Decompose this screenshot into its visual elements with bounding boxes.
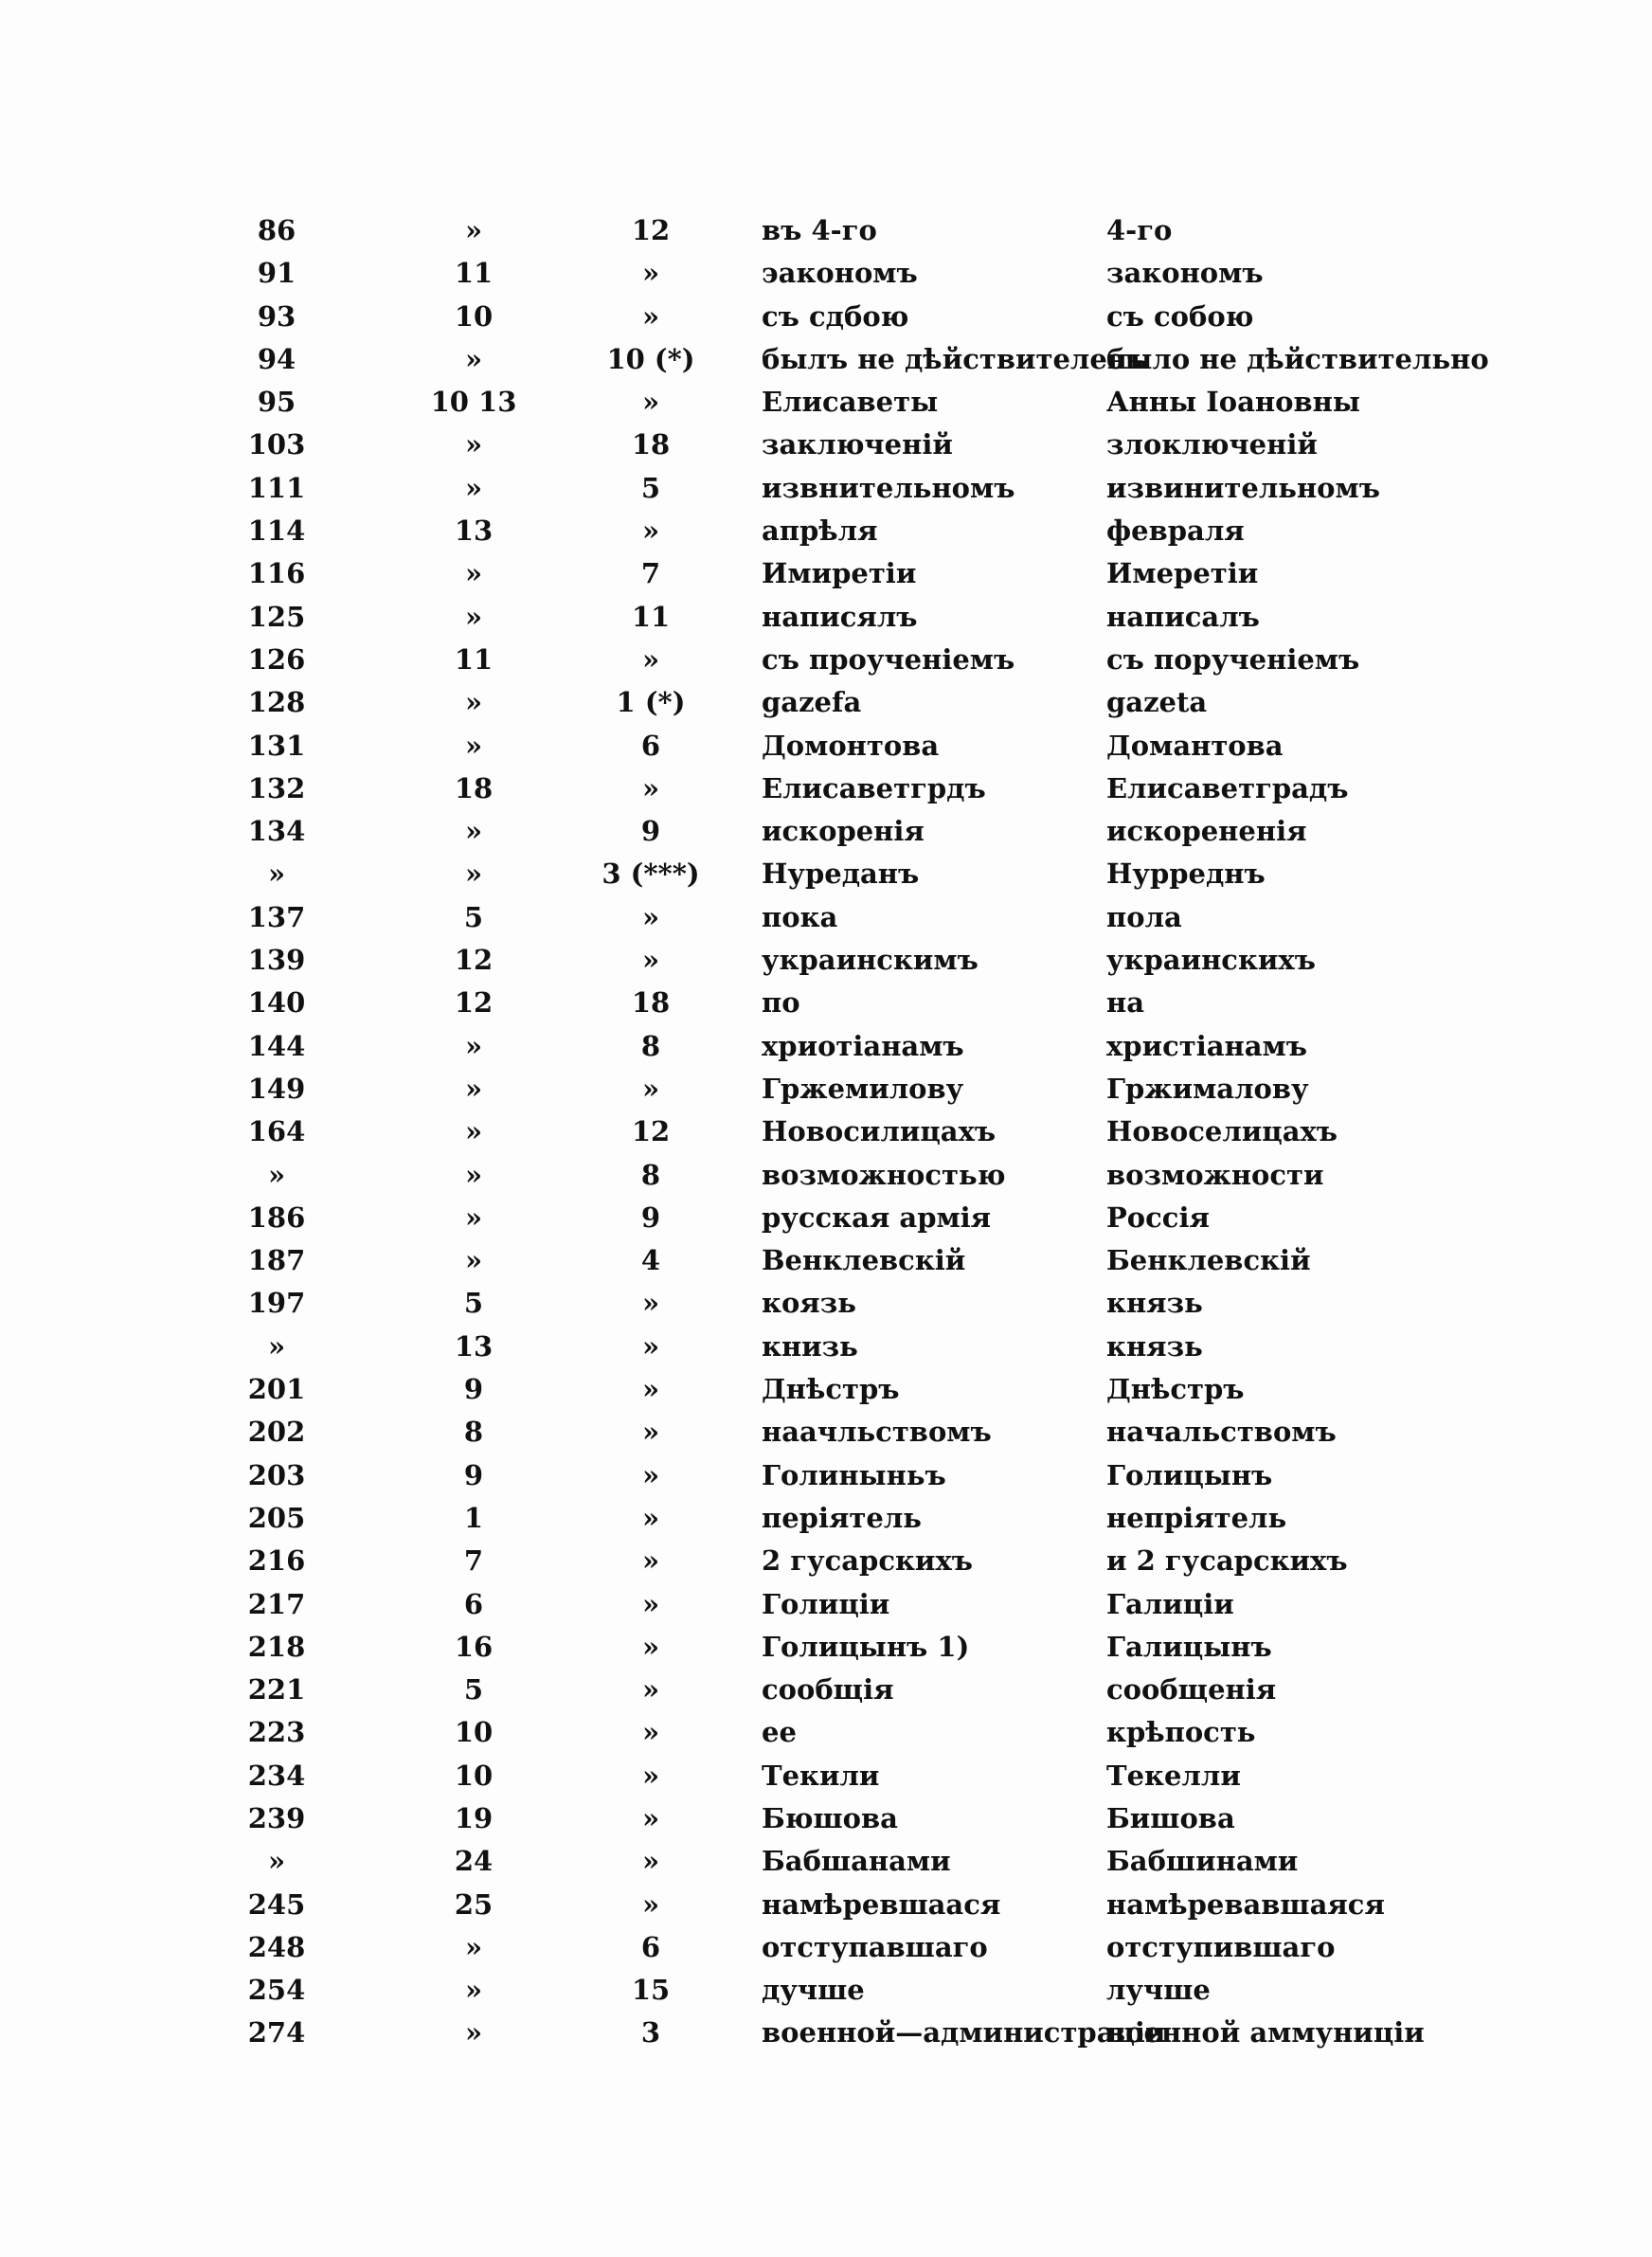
corrected-text: 4-го <box>1106 214 1173 246</box>
printed-text: отступавшаго <box>762 1930 988 1963</box>
line-from-bottom: » <box>641 299 660 333</box>
printed-text: Елисаветгрдъ <box>762 771 986 804</box>
line-from-bottom: » <box>641 1673 660 1706</box>
line-from-bottom: 5 <box>640 471 661 504</box>
corrected-text: gazeta <box>1106 686 1208 719</box>
page-number: 202 <box>247 1416 306 1449</box>
corrected-text: начальствомъ <box>1106 1416 1337 1449</box>
printed-text: 2 гусарскихъ <box>762 1544 973 1578</box>
errata-row <box>0 1326 1652 1368</box>
errata-row <box>0 1755 1652 1797</box>
errata-row <box>0 681 1652 724</box>
corrected-text: Имеретіи <box>1106 557 1259 590</box>
line-from-top: 11 <box>454 257 494 290</box>
page-number: 93 <box>257 299 296 333</box>
corrected-text: Елисаветградъ <box>1106 771 1349 804</box>
printed-text: искоренія <box>762 815 925 848</box>
line-from-bottom: 9 <box>640 1201 661 1234</box>
corrected-text: намѣревавшаяся <box>1106 1887 1385 1921</box>
errata-row <box>0 1497 1652 1540</box>
printed-text: русская армія <box>762 1201 992 1234</box>
printed-text: Текили <box>762 1759 880 1792</box>
line-from-top: 11 <box>454 642 494 676</box>
page-number: 139 <box>247 944 306 977</box>
line-from-top: 9 <box>463 1373 484 1406</box>
errata-row <box>0 424 1652 466</box>
line-from-bottom: » <box>641 771 660 804</box>
corrected-text: февраля <box>1106 515 1245 548</box>
errata-row <box>0 939 1652 982</box>
line-from-bottom: 8 <box>640 1029 661 1062</box>
line-from-top: 13 <box>454 515 494 548</box>
page-number: » <box>267 1158 286 1191</box>
corrected-text: возможности <box>1106 1158 1324 1191</box>
corrected-text: крѣпость <box>1106 1716 1256 1749</box>
line-from-bottom: » <box>641 1801 660 1834</box>
page-number: 137 <box>247 900 306 933</box>
corrected-text: лучше <box>1106 1974 1211 2007</box>
corrected-text: Галицынъ <box>1106 1630 1272 1663</box>
line-from-top: » <box>464 858 483 891</box>
errata-row <box>0 1626 1652 1669</box>
corrected-text: Домантова <box>1106 729 1284 762</box>
line-from-bottom: » <box>641 1887 660 1921</box>
line-from-top: » <box>464 214 483 246</box>
corrected-text: и 2 гусарскихъ <box>1106 1544 1348 1578</box>
line-from-bottom: 12 <box>631 1115 671 1148</box>
errata-row <box>0 1110 1652 1153</box>
line-from-bottom: » <box>641 1287 660 1320</box>
line-from-bottom: 3 (***) <box>602 858 700 891</box>
printed-text: возможностью <box>762 1158 1006 1191</box>
line-from-top: 7 <box>463 1544 484 1578</box>
errata-row <box>0 467 1652 510</box>
corrected-text: Бабшинами <box>1106 1845 1299 1878</box>
page-number: 116 <box>247 557 306 590</box>
line-from-bottom: » <box>641 257 660 290</box>
page-number: 186 <box>247 1201 306 1234</box>
printed-text: заключеній <box>762 428 953 461</box>
errata-row <box>0 1840 1652 1883</box>
printed-text: Имиретіи <box>762 557 917 590</box>
corrected-text: Галиціи <box>1106 1587 1234 1620</box>
line-from-bottom: » <box>641 1587 660 1620</box>
printed-text: Венклевскій <box>762 1244 966 1277</box>
line-from-top: 1 <box>463 1501 484 1534</box>
printed-text: написялъ <box>762 600 918 633</box>
line-from-top: » <box>464 557 483 590</box>
line-from-bottom: » <box>641 515 660 548</box>
errata-row <box>0 1454 1652 1497</box>
line-from-top: 9 <box>463 1458 484 1491</box>
errata-table <box>0 209 1652 2055</box>
line-from-top: 24 <box>454 1845 494 1878</box>
line-from-bottom: 8 <box>640 1158 661 1191</box>
corrected-text: Анны Іоановны <box>1106 386 1360 419</box>
printed-text: Голицынъ 1) <box>762 1630 970 1663</box>
printed-text: извнительномъ <box>762 471 1015 504</box>
line-from-top: 10 <box>454 1759 494 1792</box>
page-number: 132 <box>247 771 306 804</box>
corrected-text: Днѣстръ <box>1106 1373 1245 1406</box>
errata-row <box>0 982 1652 1024</box>
errata-row <box>0 1797 1652 1840</box>
errata-row <box>0 1068 1652 1110</box>
line-from-top: » <box>464 1930 483 1963</box>
printed-text: gazefa <box>762 686 862 719</box>
printed-text: періятель <box>762 1501 922 1534</box>
page-number: 149 <box>247 1072 306 1105</box>
printed-text: книзь <box>762 1329 858 1363</box>
page-number: 239 <box>247 1801 306 1834</box>
line-from-bottom: 6 <box>640 1930 661 1963</box>
page-number: 94 <box>257 342 296 375</box>
line-from-bottom: » <box>641 1845 660 1878</box>
page-number: 111 <box>247 471 306 504</box>
printed-text: пока <box>762 900 838 933</box>
printed-text: Домонтова <box>762 729 940 762</box>
line-from-top: 5 <box>463 900 484 933</box>
errata-row <box>0 1411 1652 1454</box>
page-number: 164 <box>247 1115 306 1148</box>
page-number: 126 <box>247 642 306 676</box>
page-number: 114 <box>247 515 306 548</box>
corrected-text: извинительномъ <box>1106 471 1380 504</box>
printed-text: дучше <box>762 1974 865 2007</box>
page-number: 245 <box>247 1887 306 1921</box>
page-number: » <box>267 1329 286 1363</box>
page-number: » <box>267 858 286 891</box>
line-from-bottom: » <box>641 1416 660 1449</box>
errata-row <box>0 1197 1652 1239</box>
corrected-text: было не дѣйствительно <box>1106 342 1489 375</box>
line-from-bottom: 7 <box>640 557 661 590</box>
line-from-top: 10 <box>454 1716 494 1749</box>
printed-text: Голиціи <box>762 1587 890 1620</box>
line-from-bottom: » <box>641 386 660 419</box>
line-from-bottom: » <box>641 900 660 933</box>
line-from-top: 5 <box>463 1287 484 1320</box>
line-from-top: » <box>464 1201 483 1234</box>
corrected-text: князь <box>1106 1329 1203 1363</box>
line-from-top: » <box>464 428 483 461</box>
page-number: 248 <box>247 1930 306 1963</box>
line-from-top: » <box>464 1158 483 1191</box>
line-from-top: 16 <box>454 1630 494 1663</box>
printed-text: Нуреданъ <box>762 858 920 891</box>
line-from-bottom: » <box>641 1759 660 1792</box>
line-from-bottom: 3 <box>640 2016 661 2049</box>
corrected-text: искорененія <box>1106 815 1307 848</box>
printed-text: Елисаветы <box>762 386 939 419</box>
errata-row <box>0 1711 1652 1754</box>
corrected-text: князь <box>1106 1287 1203 1320</box>
errata-row <box>0 1884 1652 1926</box>
errata-row <box>0 639 1652 681</box>
errata-row <box>0 1154 1652 1197</box>
line-from-top: 10 13 <box>430 386 517 419</box>
line-from-top: 6 <box>463 1587 484 1620</box>
printed-text: Голиныньъ <box>762 1458 946 1491</box>
line-from-bottom: 18 <box>631 428 671 461</box>
printed-text: въ 4-го <box>762 214 877 246</box>
printed-text: ее <box>762 1716 797 1749</box>
printed-text: Бюшова <box>762 1801 898 1834</box>
errata-row <box>0 1583 1652 1626</box>
corrected-text: на <box>1106 986 1145 1020</box>
line-from-bottom: 11 <box>631 600 671 633</box>
page-number: 205 <box>247 1501 306 1534</box>
line-from-bottom: 9 <box>640 815 661 848</box>
page-number: » <box>267 1845 286 1878</box>
line-from-top: » <box>464 600 483 633</box>
line-from-top: » <box>464 815 483 848</box>
line-from-bottom: » <box>641 1458 660 1491</box>
line-from-bottom: 15 <box>631 1974 671 2007</box>
corrected-text: закономъ <box>1106 257 1264 290</box>
line-from-top: 19 <box>454 1801 494 1834</box>
page-number: 144 <box>247 1029 306 1062</box>
line-from-top: 10 <box>454 299 494 333</box>
line-from-top: 13 <box>454 1329 494 1363</box>
line-from-bottom: » <box>641 1072 660 1105</box>
page-number: 140 <box>247 986 306 1020</box>
errata-row <box>0 1540 1652 1582</box>
corrected-text: Гржималову <box>1106 1072 1309 1105</box>
corrected-text: отступившаго <box>1106 1930 1336 1963</box>
line-from-top: » <box>464 1115 483 1148</box>
page-number: 86 <box>257 214 296 246</box>
corrected-text: Голицынъ <box>1106 1458 1273 1491</box>
errata-row <box>0 853 1652 895</box>
errata-row <box>0 510 1652 552</box>
line-from-bottom: 4 <box>640 1244 661 1277</box>
errata-row <box>0 896 1652 939</box>
page-number: 103 <box>247 428 306 461</box>
corrected-text: Нурреднъ <box>1106 858 1266 891</box>
page-number: 203 <box>247 1458 306 1491</box>
corrected-text: непріятель <box>1106 1501 1287 1534</box>
line-from-bottom: » <box>641 1544 660 1578</box>
printed-text: съ проученіемъ <box>762 642 1015 676</box>
corrected-text: Новоселицахъ <box>1106 1115 1338 1148</box>
corrected-text: злоключеній <box>1106 428 1318 461</box>
page-number: 254 <box>247 1974 306 2007</box>
line-from-top: 12 <box>454 986 494 1020</box>
errata-row <box>0 296 1652 338</box>
errata-row <box>0 209 1652 252</box>
errata-row <box>0 1282 1652 1325</box>
line-from-bottom: » <box>641 1329 660 1363</box>
printed-text: Гржемилову <box>762 1072 964 1105</box>
printed-text: хриотіанамъ <box>762 1029 964 1062</box>
printed-text: украинскимъ <box>762 944 979 977</box>
corrected-text: Бенклевскій <box>1106 1244 1311 1277</box>
corrected-text: Бишова <box>1106 1801 1235 1834</box>
page-number: 187 <box>247 1244 306 1277</box>
page-number: 217 <box>247 1587 306 1620</box>
line-from-top: » <box>464 1244 483 1277</box>
line-from-bottom: 6 <box>640 729 661 762</box>
line-from-bottom: 12 <box>631 214 671 246</box>
printed-text: былъ не дѣйствителенъ <box>762 342 1149 375</box>
corrected-text: Текелли <box>1106 1759 1241 1792</box>
line-from-bottom: 18 <box>631 986 671 1020</box>
page-number: 134 <box>247 815 306 848</box>
printed-text: военной—администраціи <box>762 2016 1166 2049</box>
printed-text: по <box>762 986 800 1020</box>
printed-text: Бабшанами <box>762 1845 951 1878</box>
errata-row <box>0 810 1652 853</box>
printed-text: съ сдбою <box>762 299 909 333</box>
page-number: 216 <box>247 1544 306 1578</box>
errata-row <box>0 596 1652 639</box>
line-from-top: » <box>464 471 483 504</box>
page-number: 274 <box>247 2016 306 2049</box>
errata-row <box>0 1239 1652 1282</box>
line-from-bottom: » <box>641 1501 660 1534</box>
errata-row <box>0 252 1652 295</box>
errata-row <box>0 1025 1652 1068</box>
line-from-top: 5 <box>463 1673 484 1706</box>
corrected-text: пола <box>1106 900 1182 933</box>
printed-text: коязь <box>762 1287 856 1320</box>
errata-row <box>0 1969 1652 2012</box>
line-from-bottom: » <box>641 944 660 977</box>
line-from-top: » <box>464 686 483 719</box>
errata-row <box>0 381 1652 424</box>
line-from-top: 8 <box>463 1416 484 1449</box>
page-number: 218 <box>247 1630 306 1663</box>
printed-text: сообщія <box>762 1673 894 1706</box>
line-from-bottom: 10 (*) <box>606 342 695 375</box>
line-from-bottom: 1 (*) <box>616 686 686 719</box>
line-from-bottom: » <box>641 1716 660 1749</box>
printed-text: намѣревшаася <box>762 1887 1001 1921</box>
errata-row <box>0 767 1652 810</box>
corrected-text: сообщенія <box>1106 1673 1277 1706</box>
line-from-top: » <box>464 342 483 375</box>
line-from-top: 18 <box>454 771 494 804</box>
line-from-top: 25 <box>454 1887 494 1921</box>
printed-text: эакономъ <box>762 257 918 290</box>
corrected-text: Россія <box>1106 1201 1210 1234</box>
page-number: 201 <box>247 1373 306 1406</box>
errata-row <box>0 338 1652 381</box>
corrected-text: украинскихъ <box>1106 944 1316 977</box>
page-number: 95 <box>257 386 296 419</box>
corrected-text: съ порученіемъ <box>1106 642 1360 676</box>
errata-row <box>0 725 1652 767</box>
page-number: 234 <box>247 1759 306 1792</box>
errata-row <box>0 1368 1652 1411</box>
corrected-text: военной аммуниціи <box>1106 2016 1425 2049</box>
printed-text: Днѣстръ <box>762 1373 900 1406</box>
line-from-top: » <box>464 729 483 762</box>
errata-row <box>0 552 1652 595</box>
line-from-top: » <box>464 1029 483 1062</box>
printed-text: апрѣля <box>762 515 878 548</box>
page-number: 131 <box>247 729 306 762</box>
errata-row <box>0 1926 1652 1969</box>
errata-row <box>0 1669 1652 1711</box>
corrected-text: написалъ <box>1106 600 1260 633</box>
page-number: 221 <box>247 1673 306 1706</box>
page-number: 91 <box>257 257 296 290</box>
line-from-bottom: » <box>641 1630 660 1663</box>
printed-text: Новосилицахъ <box>762 1115 997 1148</box>
page-number: 125 <box>247 600 306 633</box>
corrected-text: съ собою <box>1106 299 1254 333</box>
line-from-top: » <box>464 1974 483 2007</box>
line-from-bottom: » <box>641 642 660 676</box>
page-number: 197 <box>247 1287 306 1320</box>
line-from-top: 12 <box>454 944 494 977</box>
page-number: 128 <box>247 686 306 719</box>
corrected-text: христіанамъ <box>1106 1029 1307 1062</box>
page-number: 223 <box>247 1716 306 1749</box>
line-from-top: » <box>464 1072 483 1105</box>
errata-row <box>0 2012 1652 2054</box>
line-from-top: » <box>464 2016 483 2049</box>
line-from-bottom: » <box>641 1373 660 1406</box>
printed-text: наачльствомъ <box>762 1416 992 1449</box>
